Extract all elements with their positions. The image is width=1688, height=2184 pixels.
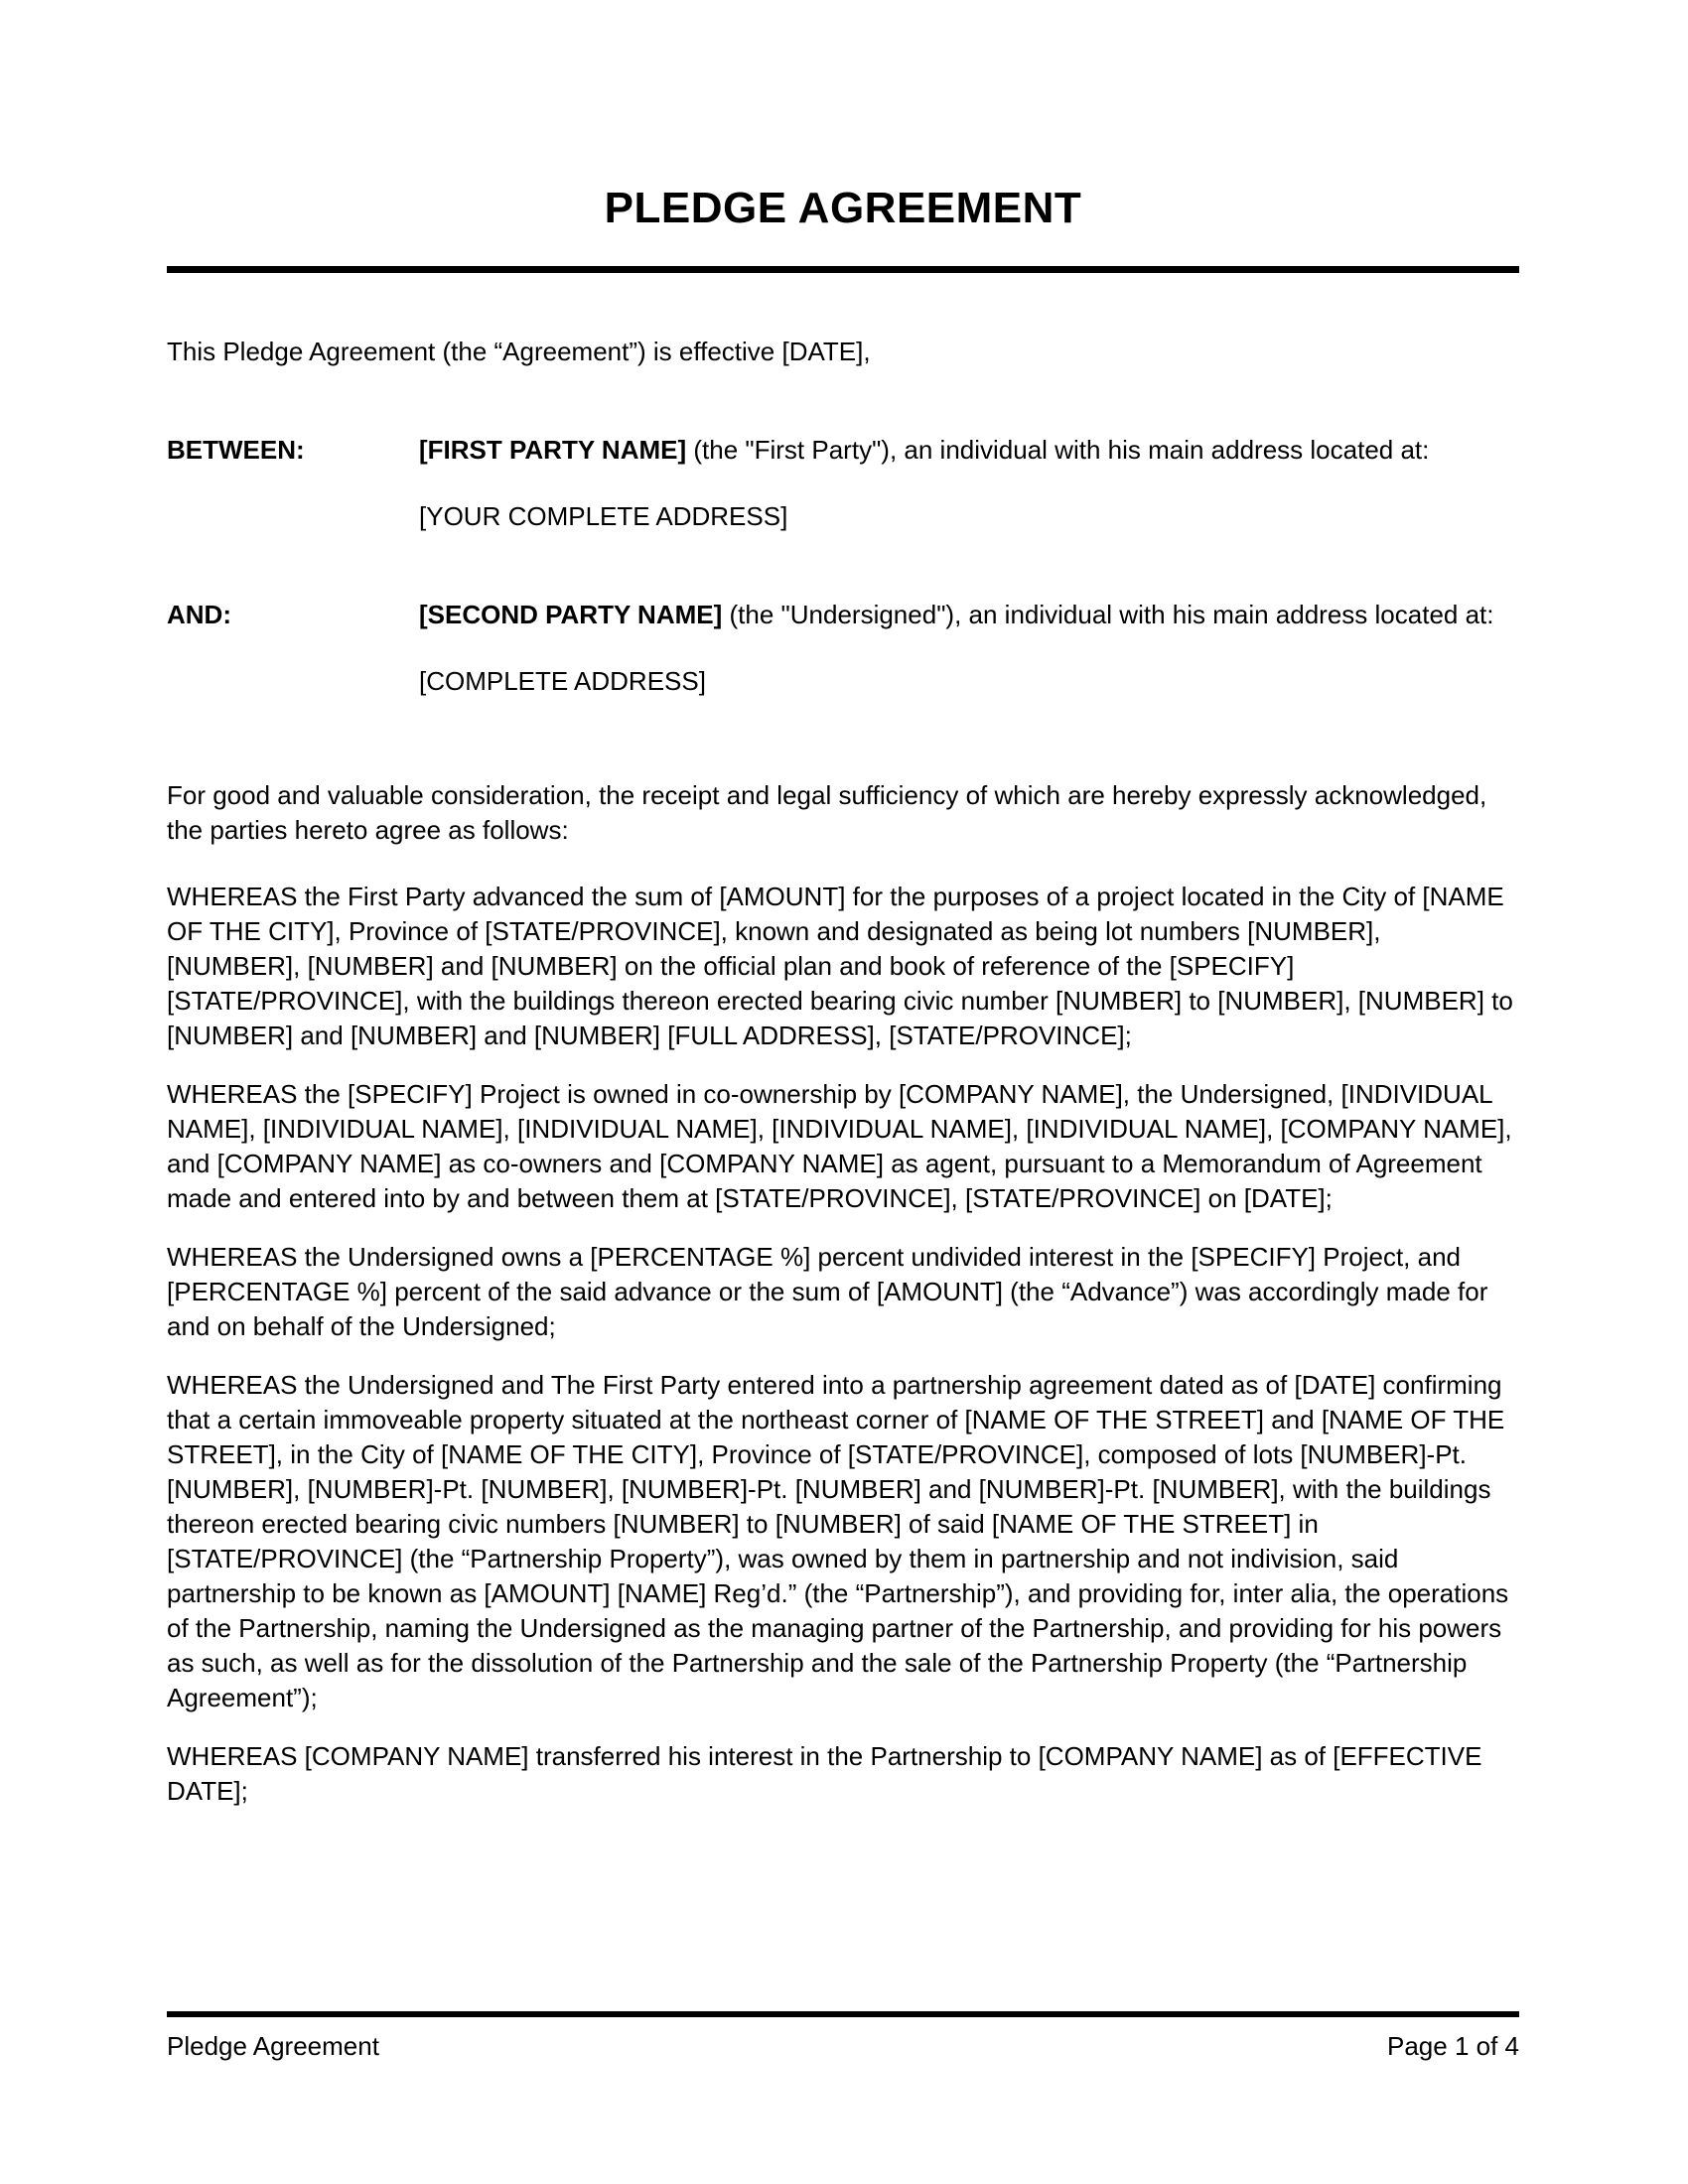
recital-paragraph-5: WHEREAS [COMPANY NAME] transferred his interest in the Partnership to [COMPANY NAME] as of [EFFECTIVE DATE]; (167, 1741, 1482, 1806)
party-and-block (167, 598, 1519, 699)
party-between-label: BETWEEN: (167, 435, 305, 465)
document-content (167, 0, 1519, 1809)
party-and-description (419, 598, 1519, 632)
second-party-address: [COMPLETE ADDRESS] (419, 666, 706, 696)
second-party-description-text: (the "Undersigned"), an individual with his main address located at: (722, 600, 1494, 629)
footer-divider (167, 2011, 1519, 2017)
footer-document-name: Pledge Agreement (167, 2031, 379, 2061)
party-between-description (419, 433, 1519, 468)
first-party-description-text: (the "First Party"), an individual with his main address located at: (686, 435, 1430, 465)
recital-paragraph-2: WHEREAS the [SPECIFY] Project is owned in co-ownership by [COMPANY NAME], the Undersigned, [INDIVIDUAL NAME], [INDIVIDUAL NAME], [INDIVIDUAL NAME], [INDIVIDUAL NAME], [INDIVIDUAL NAME], [COMPANY NAME], and [COMPANY NAME] as co-owners and [COMPANY NAME] as agent, pursuant to a Memorandum of Agreement made and entered into by and between them at [STATE/PROVINCE], [STATE/PROVINCE] on [DATE]; (167, 1079, 1512, 1213)
consideration-paragraph: For good and valuable consideration, the receipt and legal sufficiency of which are hereby expressly acknowledged, the parties hereto agree as follows: (167, 780, 1487, 845)
footer-row (167, 2029, 1519, 2063)
page-footer (167, 2011, 1519, 2063)
page-title: PLEDGE AGREEMENT (604, 184, 1082, 232)
first-party-address: [YOUR COMPLETE ADDRESS] (419, 501, 788, 531)
intro-paragraph: This Pledge Agreement (the “Agreement”) is effective [DATE], (167, 337, 871, 366)
party-between-block (167, 433, 1519, 534)
party-and-label: AND: (167, 600, 231, 629)
party-between-content (419, 433, 1519, 534)
footer-page-number: Page 1 of 4 (1387, 2031, 1519, 2061)
recital-paragraph-1: WHEREAS the First Party advanced the sum of [AMOUNT] for the purposes of a project located in the City of [NAME OF THE CITY], Province of [STATE/PROVINCE], known and designated as being lot numbers [NUMBER], [NUMBER], [NUMBER] and [NUMBER] on the official plan and book of reference of the [SPECIFY] [STATE/PROVINCE], with the buildings thereon erected bearing civic number [NUMBER] to [NUMBER], [NUMBER] to [NUMBER] and [NUMBER] and [NUMBER] [FULL ADDRESS], [STATE/PROVINCE]; (167, 882, 1513, 1050)
second-party-name: [SECOND PARTY NAME] (419, 600, 723, 629)
recital-paragraph-3: WHEREAS the Undersigned owns a [PERCENTAGE %] percent undivided interest in the [SPECIFY] Project, and [PERCENTAGE %] percent of the said advance or the sum of [AMOUNT] (the “Advance”) was accordingly made for and on behalf of the Undersigned; (167, 1242, 1488, 1341)
recital-paragraph-4: WHEREAS the Undersigned and The First Party entered into a partnership agreement dated as of [DATE] confirming that a certain immoveable property situated at the northeast corner of [NAME OF THE STREET] and [NAME OF THE STREET], in the City of [NAME OF THE CITY], Province of [STATE/PROVINCE], composed of lots [NUMBER]-Pt. [NUMBER], [NUMBER]-Pt. [NUMBER], [NUMBER]-Pt. [NUMBER] and [NUMBER]-Pt. [NUMBER], with the buildings thereon erected bearing civic numbers [NUMBER] to [NUMBER] of said [NAME OF THE STREET] in [STATE/PROVINCE] (the “Partnership Property”), was owned by them in partnership and not indivision, said partnership to be known as [AMOUNT] [NAME] Reg’d.” (the “Partnership”), and providing for, inter alia, the operations of the Partnership, naming the Undersigned as the managing partner of the Partnership, and providing for his powers as such, as well as for the dissolution of the Partnership and the sale of the Partnership Property (the “Partnership Agreement”); (167, 1370, 1509, 1712)
first-party-name: [FIRST PARTY NAME] (419, 435, 687, 465)
party-and-content (419, 598, 1519, 699)
title-divider (167, 266, 1519, 273)
